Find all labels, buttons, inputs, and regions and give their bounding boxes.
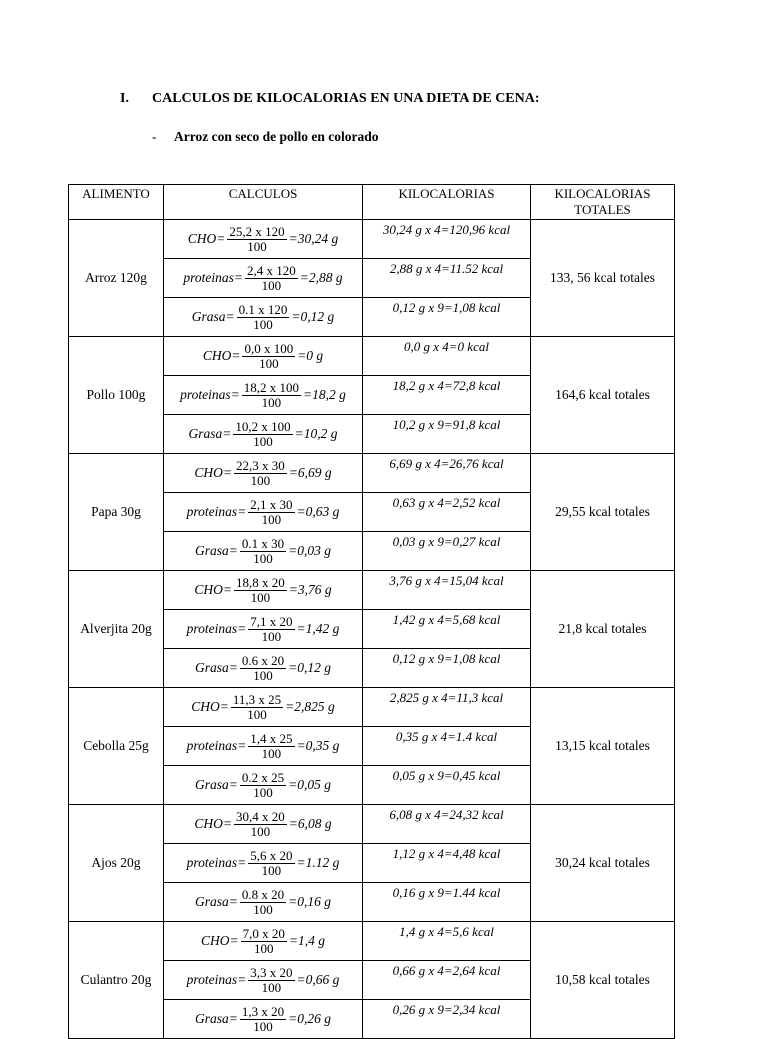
- calc-result: =0,16 g: [288, 894, 331, 909]
- grasa-calculation: [195, 654, 331, 683]
- fraction-denominator: 100: [250, 589, 271, 605]
- fraction-numerator: 1,4 x 25: [250, 730, 293, 746]
- fraction-denominator: 100: [261, 628, 282, 644]
- calc-label: Grasa=: [195, 777, 238, 792]
- cho-calculation: [188, 225, 339, 254]
- grasa-kilocalories: 0,16 g x 9=1.44 kcal: [363, 883, 531, 922]
- calculation-cell: [164, 1000, 363, 1039]
- fraction-denominator: 100: [253, 433, 273, 449]
- proteinas-kilocalories: 0,66 g x 4=2,64 kcal: [363, 961, 531, 1000]
- header-kilocalorias-totales: KILOCALORIAS TOTALES: [531, 185, 675, 220]
- calc-result: =6,08 g: [288, 816, 332, 831]
- food-name: Arroz 120g: [69, 220, 164, 337]
- calculation-cell: [164, 571, 363, 610]
- calc-label: Grasa=: [188, 426, 232, 441]
- calc-result: =6,69 g: [288, 465, 332, 480]
- cho-kilocalories: 2,825 g x 4=11,3 kcal: [363, 688, 531, 727]
- cho-kilocalories: 6,69 g x 4=26,76 kcal: [363, 454, 531, 493]
- calc-result: =0,26 g: [288, 1011, 331, 1026]
- calc-label: proteinas=: [186, 621, 247, 636]
- food-name: Alverjita 20g: [69, 571, 164, 688]
- fraction: [248, 732, 294, 761]
- fraction: [248, 615, 294, 644]
- calc-result: =18,2 g: [303, 387, 346, 402]
- fraction: [248, 849, 294, 878]
- calculation-cell: [164, 415, 363, 454]
- fraction-denominator: 100: [259, 355, 279, 371]
- calc-result: =0,12 g: [291, 309, 335, 324]
- calc-label: proteinas=: [186, 504, 247, 519]
- proteinas-kilocalories: 1,12 g x 4=4,48 kcal: [363, 844, 531, 883]
- table-row: [69, 688, 675, 727]
- dish-title: Arroz con seco de pollo en colorado: [174, 129, 379, 144]
- fraction-denominator: 100: [253, 901, 273, 917]
- food-name: Culantro 20g: [69, 922, 164, 1039]
- fraction-denominator: 100: [261, 394, 282, 410]
- calculation-cell: [164, 805, 363, 844]
- calc-label: Grasa=: [191, 309, 235, 324]
- section-number: I.: [120, 91, 129, 106]
- calc-result: =0,12 g: [288, 660, 331, 675]
- calculation-cell: [164, 454, 363, 493]
- fraction-denominator: 100: [253, 550, 273, 566]
- list-bullet: -: [152, 129, 157, 144]
- fraction-denominator: 100: [253, 784, 273, 800]
- kilocalories-table: [68, 184, 675, 1039]
- food-name: Ajos 20g: [69, 805, 164, 922]
- calculation-cell: [164, 883, 363, 922]
- fraction-denominator: 100: [253, 316, 273, 332]
- fraction: [242, 381, 301, 410]
- grasa-calculation: [189, 420, 338, 449]
- table-row: [69, 805, 675, 844]
- fraction-numerator: 7,1 x 20: [250, 613, 293, 629]
- fraction-numerator: 0,0 x 100: [244, 340, 294, 356]
- fraction-denominator: 100: [253, 1018, 273, 1034]
- proteinas-kilocalories: 1,42 g x 4=5,68 kcal: [363, 610, 531, 649]
- fraction-numerator: 10,2 x 100: [235, 418, 291, 434]
- calc-label: Grasa=: [195, 1011, 238, 1026]
- fraction-numerator: 0.2 x 25: [241, 769, 285, 785]
- calc-label: proteinas=: [180, 387, 240, 402]
- fraction: [240, 1005, 286, 1034]
- calc-result: =3,76 g: [288, 582, 332, 597]
- fraction-numerator: 22,3 x 30: [236, 457, 285, 473]
- fraction: [234, 810, 287, 839]
- fraction-numerator: 11,3 x 25: [232, 691, 282, 707]
- calc-result: =1,4 g: [288, 933, 325, 948]
- fraction-numerator: 0.8 x 20: [241, 886, 285, 902]
- grasa-kilocalories: 0,05 g x 9=0,45 kcal: [363, 766, 531, 805]
- table-row: [69, 337, 675, 376]
- fraction-denominator: 100: [261, 979, 282, 995]
- grasa-kilocalories: 10,2 g x 9=91,8 kcal: [363, 415, 531, 454]
- cho-calculation: [194, 459, 331, 488]
- proteinas-kilocalories: 2,88 g x 4=11.52 kcal: [363, 259, 531, 298]
- proteinas-calculation: [187, 498, 340, 527]
- fraction: [227, 225, 286, 254]
- calculation-cell: [164, 922, 363, 961]
- header-calculos: CALCULOS: [164, 185, 363, 220]
- calculation-cell: [164, 844, 363, 883]
- food-name: Pollo 100g: [69, 337, 164, 454]
- table-body: [69, 220, 675, 1039]
- calc-label: proteinas=: [186, 738, 247, 753]
- fraction-numerator: 1,3 x 20: [241, 1003, 285, 1019]
- calc-result: =0,03 g: [288, 543, 331, 558]
- fraction-numerator: 3,3 x 20: [250, 964, 293, 980]
- cho-calculation: [194, 810, 331, 839]
- fraction: [233, 420, 292, 449]
- fraction: [240, 537, 286, 566]
- table-row: [69, 454, 675, 493]
- grasa-kilocalories: 0,12 g x 9=1,08 kcal: [363, 649, 531, 688]
- total-kilocalories: 133, 56 kcal totales: [531, 220, 675, 337]
- cho-calculation: [191, 693, 335, 722]
- fraction: [231, 693, 283, 722]
- fraction: [234, 576, 287, 605]
- calc-result: =2,825 g: [285, 699, 335, 714]
- calculation-cell: [164, 688, 363, 727]
- total-kilocalories: 29,55 kcal totales: [531, 454, 675, 571]
- fraction-denominator: 100: [254, 940, 274, 956]
- fraction: [240, 654, 286, 683]
- calc-label: CHO=: [194, 465, 232, 480]
- fraction-denominator: 100: [247, 238, 267, 254]
- fraction: [245, 264, 298, 293]
- calc-result: =0,35 g: [296, 738, 340, 753]
- calc-result: =1,42 g: [296, 621, 340, 636]
- fraction-numerator: 7,0 x 20: [242, 925, 285, 941]
- calculation-cell: [164, 493, 363, 532]
- fraction-denominator: 100: [253, 667, 273, 683]
- fraction-numerator: 2,1 x 30: [250, 496, 293, 512]
- proteinas-kilocalories: 18,2 g x 4=72,8 kcal: [363, 376, 531, 415]
- header-kilocalorias: KILOCALORIAS: [363, 185, 531, 220]
- fraction-denominator: 100: [261, 862, 282, 878]
- fraction: [234, 459, 287, 488]
- fraction-numerator: 0.6 x 20: [241, 652, 285, 668]
- section-title: CALCULOS DE KILOCALORIAS EN UNA DIETA DE CENA:: [152, 91, 540, 106]
- calc-result: =30,24 g: [288, 231, 339, 246]
- total-kilocalories: 10,58 kcal totales: [531, 922, 675, 1039]
- fraction: [248, 966, 294, 995]
- cho-kilocalories: 3,76 g x 4=15,04 kcal: [363, 571, 531, 610]
- calc-result: =1.12 g: [296, 855, 340, 870]
- calc-label: Grasa=: [195, 543, 238, 558]
- fraction-denominator: 100: [250, 823, 271, 839]
- calc-result: =0,66 g: [296, 972, 340, 987]
- grasa-calculation: [195, 771, 331, 800]
- calc-label: Grasa=: [195, 660, 238, 675]
- grasa-calculation: [192, 303, 335, 332]
- food-name: Cebolla 25g: [69, 688, 164, 805]
- fraction-numerator: 5,6 x 20: [250, 847, 293, 863]
- dish-subheading: [152, 129, 378, 145]
- cho-calculation: [203, 342, 323, 371]
- grasa-calculation: [195, 1005, 331, 1034]
- calc-label: proteinas=: [183, 270, 243, 285]
- proteinas-calculation: [187, 966, 340, 995]
- calculation-cell: [164, 727, 363, 766]
- fraction-denominator: 100: [261, 277, 282, 293]
- fraction-numerator: 0.1 x 30: [241, 535, 285, 551]
- calc-label: CHO=: [187, 231, 226, 246]
- fraction: [248, 498, 294, 527]
- fraction-denominator: 100: [261, 745, 282, 761]
- fraction-denominator: 100: [250, 472, 271, 488]
- cho-kilocalories: 6,08 g x 4=24,32 kcal: [363, 805, 531, 844]
- calc-label: CHO=: [194, 816, 232, 831]
- calc-label: proteinas=: [186, 855, 247, 870]
- calculation-cell: [164, 220, 363, 259]
- section-heading: [120, 91, 540, 107]
- fraction: [241, 927, 287, 956]
- total-kilocalories: 21,8 kcal totales: [531, 571, 675, 688]
- fraction-numerator: 30,4 x 20: [236, 808, 285, 824]
- proteinas-calculation: [187, 849, 340, 878]
- fraction-numerator: 0.1 x 120: [238, 301, 288, 317]
- calculation-cell: [164, 961, 363, 1000]
- calc-label: proteinas=: [186, 972, 247, 987]
- table-row: [69, 922, 675, 961]
- calculation-cell: [164, 376, 363, 415]
- calc-result: =0,63 g: [296, 504, 340, 519]
- proteinas-calculation: [180, 381, 346, 410]
- fraction-numerator: 25,2 x 120: [229, 223, 285, 239]
- proteinas-calculation: [187, 615, 340, 644]
- table-row: [69, 571, 675, 610]
- cho-calculation: [194, 576, 331, 605]
- calculation-cell: [164, 649, 363, 688]
- fraction: [240, 888, 286, 917]
- calc-label: CHO=: [202, 348, 241, 363]
- grasa-calculation: [195, 537, 331, 566]
- cho-calculation: [201, 927, 325, 956]
- calc-label: CHO=: [191, 699, 229, 714]
- calc-label: CHO=: [194, 582, 232, 597]
- total-kilocalories: 13,15 kcal totales: [531, 688, 675, 805]
- total-kilocalories: 30,24 kcal totales: [531, 805, 675, 922]
- calc-result: =0 g: [297, 348, 324, 363]
- proteinas-calculation: [187, 732, 340, 761]
- calculation-cell: [164, 298, 363, 337]
- grasa-kilocalories: 0,26 g x 9=2,34 kcal: [363, 1000, 531, 1039]
- calc-label: CHO=: [201, 933, 239, 948]
- fraction: [242, 342, 295, 371]
- fraction-denominator: 100: [261, 511, 282, 527]
- calc-result: =2,88 g: [299, 270, 343, 285]
- calc-label: Grasa=: [195, 894, 238, 909]
- table-row: [69, 220, 675, 259]
- fraction-numerator: 18,2 x 100: [243, 379, 299, 395]
- fraction-numerator: 2,4 x 120: [247, 262, 296, 278]
- fraction-denominator: 100: [247, 706, 267, 722]
- calculation-cell: [164, 610, 363, 649]
- table-header-row: [69, 185, 675, 220]
- calculation-cell: [164, 337, 363, 376]
- calc-result: =10,2 g: [294, 426, 338, 441]
- header-alimento: ALIMENTO: [69, 185, 164, 220]
- calculation-cell: [164, 532, 363, 571]
- proteinas-kilocalories: 0,35 g x 4=1.4 kcal: [363, 727, 531, 766]
- cho-kilocalories: 1,4 g x 4=5,6 kcal: [363, 922, 531, 961]
- proteinas-calculation: [183, 264, 342, 293]
- grasa-kilocalories: 0,12 g x 9=1,08 kcal: [363, 298, 531, 337]
- grasa-kilocalories: 0,03 g x 9=0,27 kcal: [363, 532, 531, 571]
- calculation-cell: [164, 259, 363, 298]
- fraction: [237, 303, 290, 332]
- calculation-cell: [164, 766, 363, 805]
- grasa-calculation: [195, 888, 331, 917]
- fraction: [240, 771, 286, 800]
- proteinas-kilocalories: 0,63 g x 4=2,52 kcal: [363, 493, 531, 532]
- cho-kilocalories: 0,0 g x 4=0 kcal: [363, 337, 531, 376]
- total-kilocalories: 164,6 kcal totales: [531, 337, 675, 454]
- cho-kilocalories: 30,24 g x 4=120,96 kcal: [363, 220, 531, 259]
- food-name: Papa 30g: [69, 454, 164, 571]
- fraction-numerator: 18,8 x 20: [236, 574, 285, 590]
- calc-result: =0,05 g: [288, 777, 331, 792]
